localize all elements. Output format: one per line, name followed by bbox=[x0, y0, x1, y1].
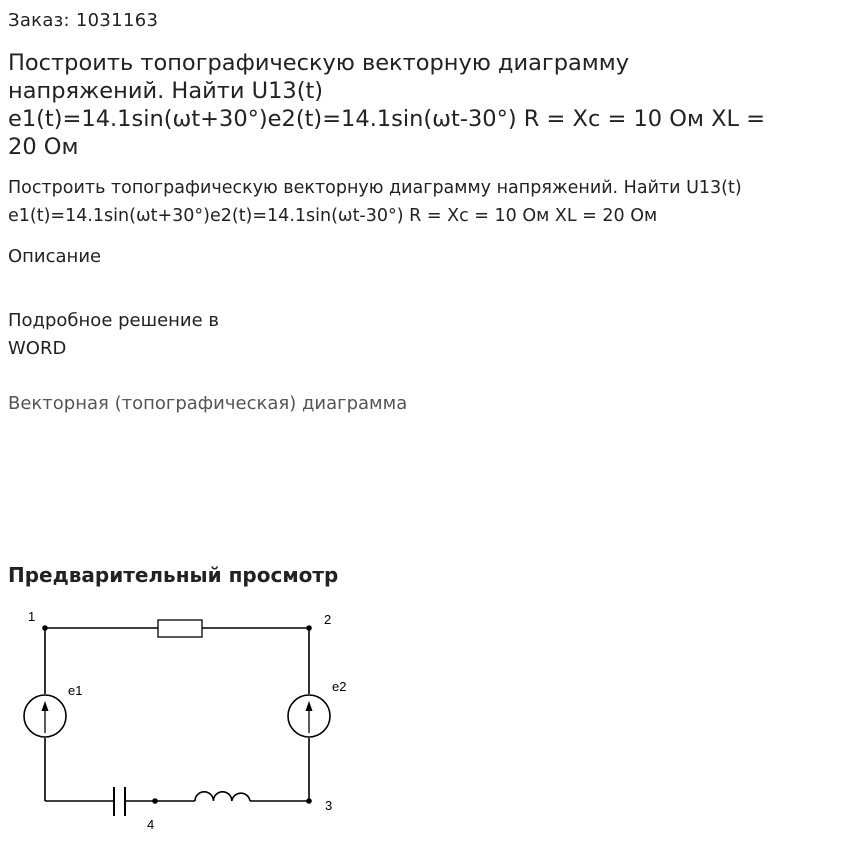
task-description bbox=[8, 174, 838, 230]
solution-line-2: WORD bbox=[8, 338, 67, 359]
source-e2-symbol bbox=[288, 695, 330, 737]
capacitor-symbol bbox=[114, 787, 125, 816]
solution-note bbox=[8, 307, 248, 363]
node-label-4: 4 bbox=[147, 817, 155, 832]
title-line-4: 20 Ом bbox=[8, 134, 79, 160]
node-label-3: 3 bbox=[325, 798, 333, 813]
order-number: Заказ: 1031163 bbox=[8, 10, 159, 31]
title-line-1: Построить топографическую векторную диаграмму bbox=[8, 50, 630, 76]
vector-diagram-link[interactable]: Векторная (топографическая) диаграмма bbox=[8, 393, 408, 414]
page-title bbox=[8, 49, 838, 161]
source-label-e1: e1 bbox=[68, 683, 83, 698]
description-heading: Описание bbox=[8, 246, 102, 267]
description-line-1: Построить топографическую векторную диаграмму напряжений. Найти U13(t) bbox=[8, 178, 742, 198]
solution-line-1: Подробное решение в bbox=[8, 310, 220, 331]
circuit-wires bbox=[45, 628, 309, 801]
title-line-2: напряжений. Найти U13(t) bbox=[8, 78, 324, 104]
circuit-nodes bbox=[42, 625, 312, 804]
description-line-2: e1(t)=14.1sin(ωt+30°)e2(t)=14.1sin(ωt-30°) R = Xc = 10 Ом XL = 20 Ом bbox=[8, 206, 658, 226]
source-e1-symbol bbox=[24, 695, 66, 737]
preview-heading: Предварительный просмотр bbox=[8, 563, 339, 587]
resistor-symbol bbox=[158, 620, 202, 637]
inductor-symbol bbox=[195, 792, 250, 801]
node-label-1: 1 bbox=[28, 609, 36, 624]
circuit-diagram bbox=[0, 600, 360, 840]
node-label-2: 2 bbox=[324, 612, 332, 627]
title-line-3: e1(t)=14.1sin(ωt+30°)e2(t)=14.1sin(ωt-30°) R = Xc = 10 Ом XL = bbox=[8, 106, 766, 132]
source-label-e2: e2 bbox=[332, 679, 347, 694]
